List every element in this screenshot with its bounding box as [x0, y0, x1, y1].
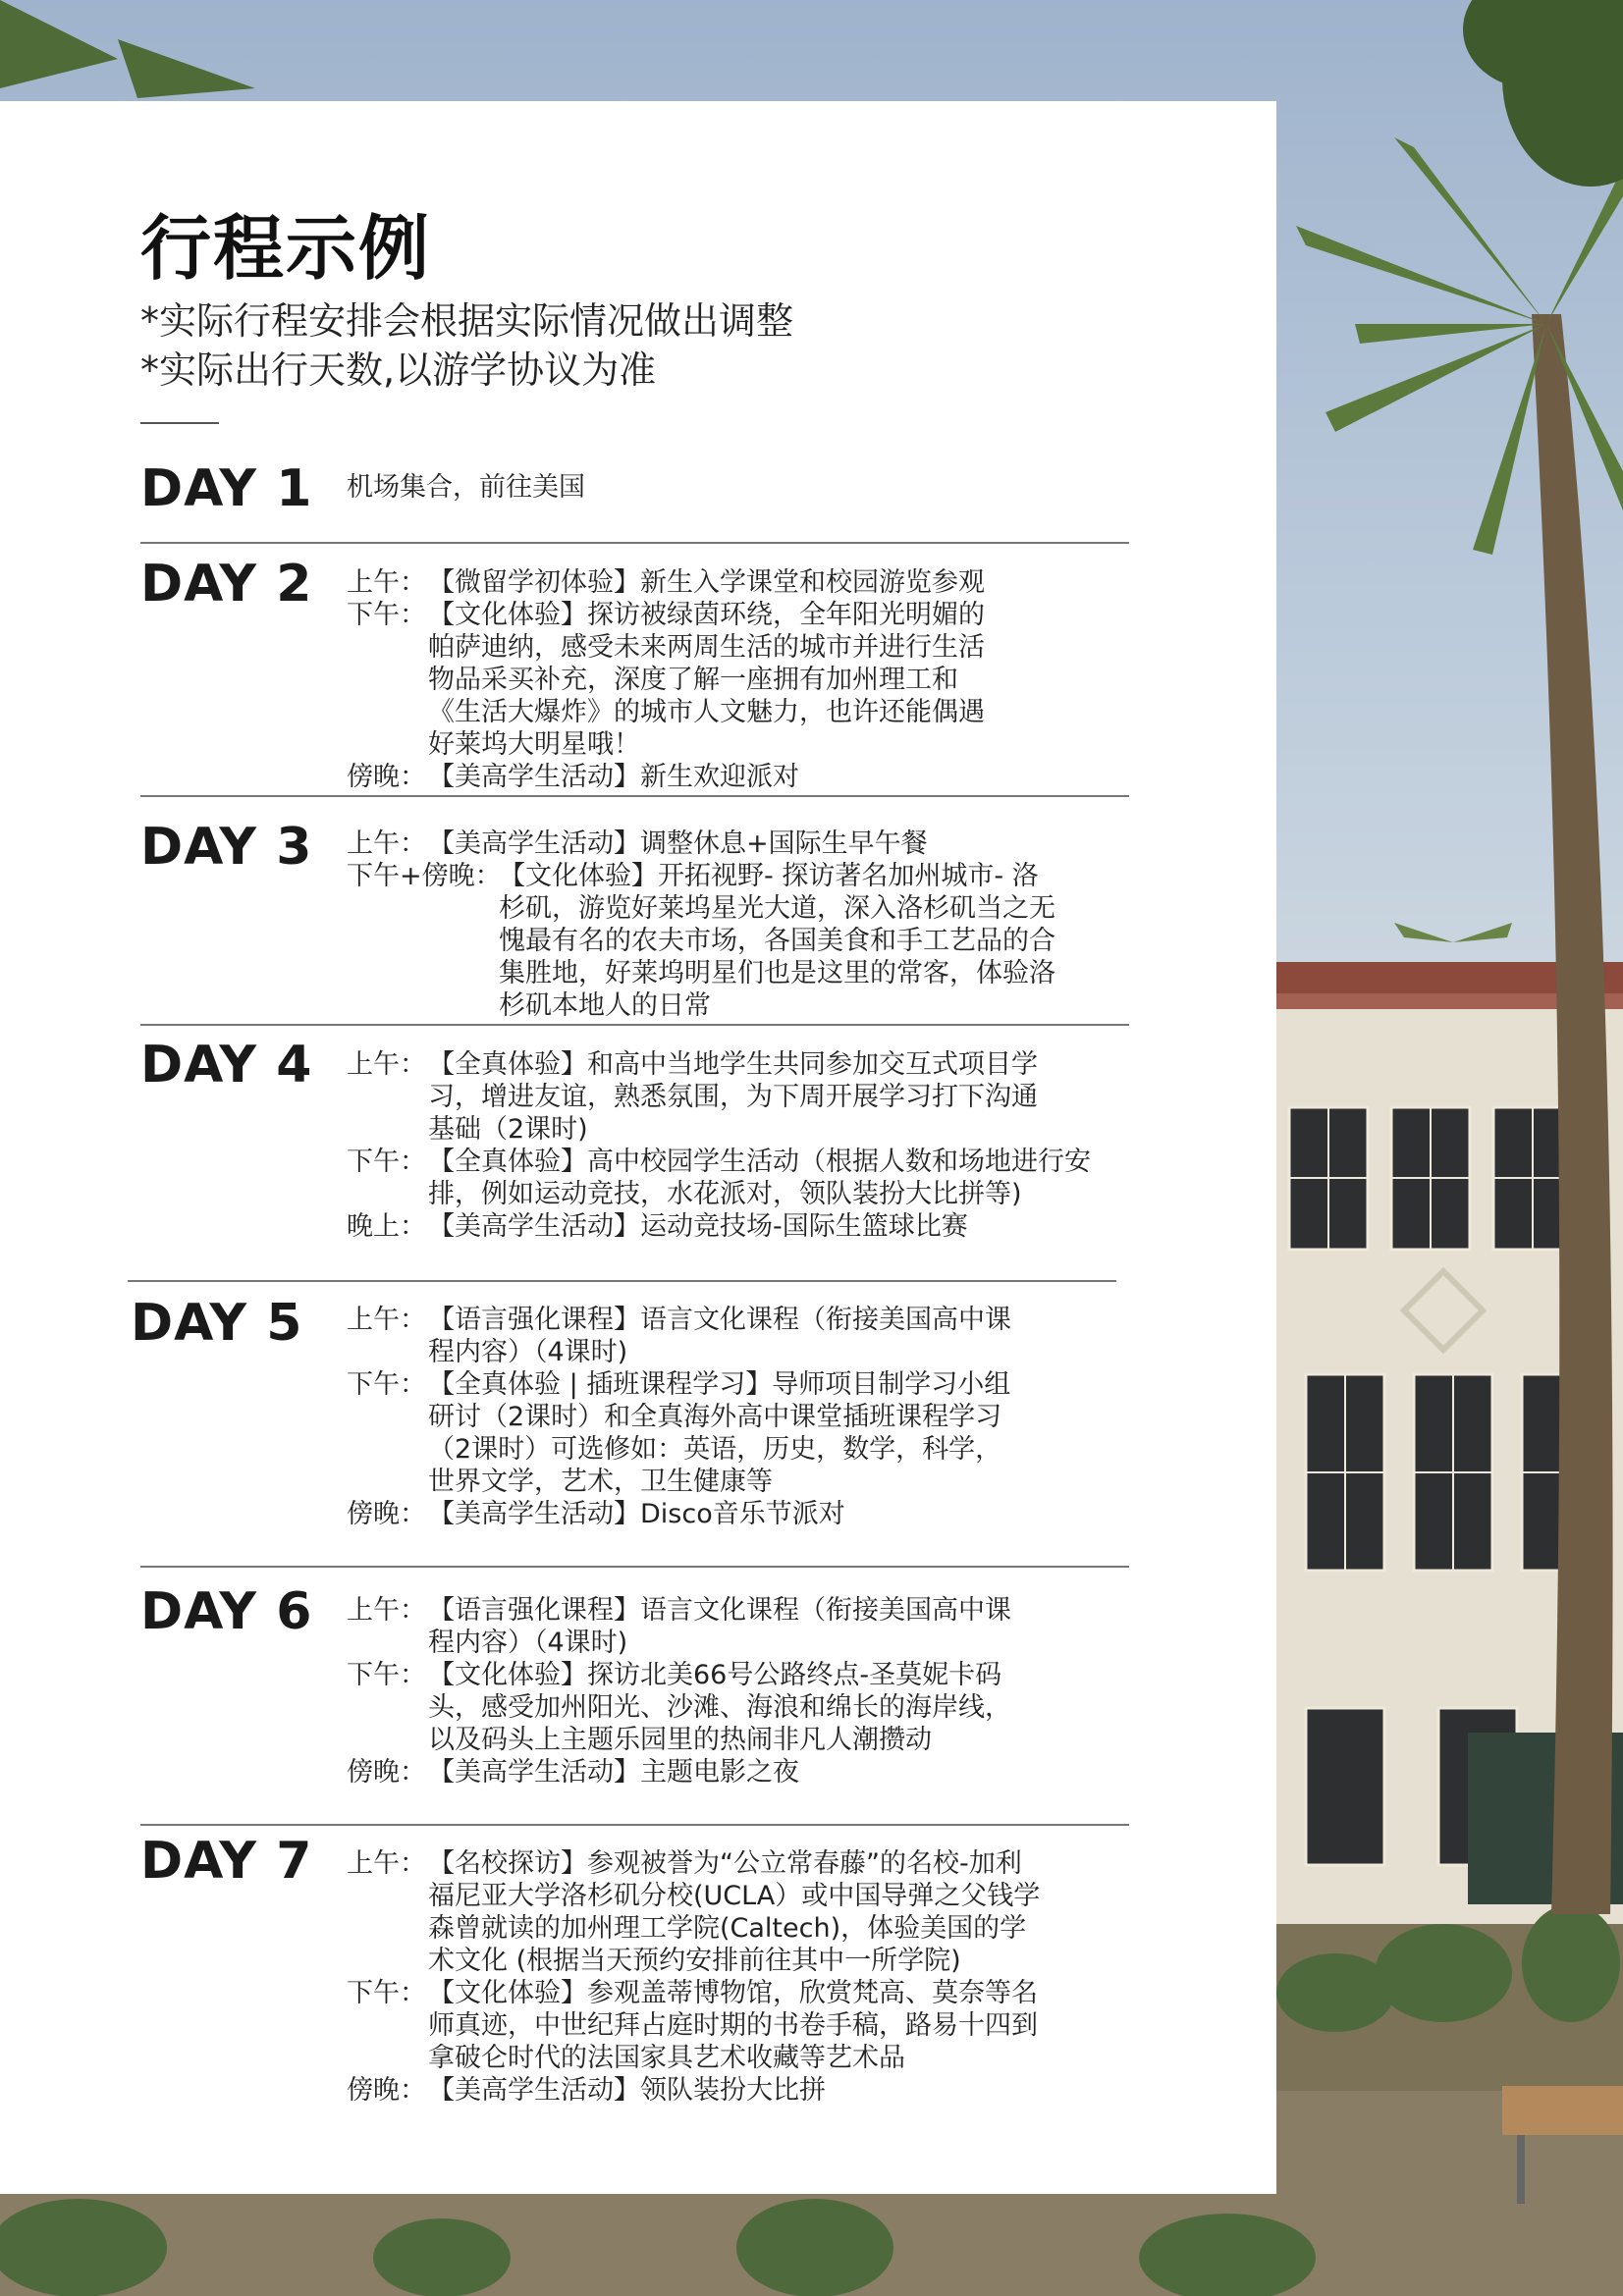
time-label: 上午：: [347, 1305, 426, 1335]
day-label: DAY 7: [140, 1832, 313, 1891]
schedule-text: 【语言强化课程】语言文化课程（衔接美国高中课程内容）（4课时): [428, 1595, 1011, 1658]
day-divider: [140, 1566, 1129, 1568]
note-adjustment: *实际行程安排会根据实际情况做出调整: [140, 299, 794, 343]
day-divider: [140, 795, 1129, 797]
schedule-row: [347, 1594, 1021, 1659]
schedule-text: 【美高学生活动】调整休息+国际生早午餐: [428, 828, 928, 859]
schedule-row: [347, 1048, 1129, 1146]
schedule-text: 【文化体验】探访被绿茵环绕，全年阳光明媚的帕萨迪纳，感受未来两周生活的城市并进行生活物品采买补充，深度了解一座拥有加州理工和《生活大爆炸》的城市人文魅力，也许还能偶遇好莱坞大明星哦！: [428, 600, 985, 760]
time-label: 下午：: [347, 600, 426, 630]
schedule-row: [347, 1210, 1129, 1243]
time-label: 下午+傍晚：: [347, 861, 502, 891]
time-label: 下午：: [347, 1660, 426, 1690]
day-label: DAY 1: [140, 459, 313, 518]
day-label: DAY 6: [140, 1582, 313, 1641]
day-3-section: [140, 818, 1129, 1021]
day-5-section: [131, 1294, 1129, 1539]
schedule-row: [347, 471, 1129, 504]
schedule-row: [347, 1659, 1021, 1756]
schedule-row: [347, 828, 1129, 860]
day-schedule: [347, 1594, 1021, 1789]
schedule-text: 【美高学生活动】领队装扮大比拼: [428, 2075, 826, 2106]
day-1-section: [140, 459, 1129, 518]
day-divider: [140, 1824, 1129, 1826]
schedule-text: 【微留学初体验】新生入学课堂和校园游览参观: [428, 567, 985, 598]
day-4-section: [140, 1036, 1129, 1252]
schedule-text: 【美高学生活动】主题电影之夜: [428, 1757, 799, 1788]
time-label: 下午：: [347, 1369, 426, 1400]
time-label: 上午：: [347, 567, 426, 598]
schedule-row: [347, 1498, 1021, 1530]
time-label: 下午：: [347, 1978, 426, 2008]
schedule-text: 【全真体验 | 插班课程学习】导师项目制学习小组研讨（2课时）和全真海外高中课堂插班课程学习（2课时）可选修如：英语，历史，数学，科学，世界文学，艺术，卫生健康等: [428, 1369, 1011, 1497]
day-label: DAY 5: [131, 1294, 303, 1353]
day-label: DAY 4: [140, 1036, 313, 1095]
note-days: *实际出行天数,以游学协议为准: [140, 348, 657, 392]
day-schedule: [347, 828, 1129, 1022]
schedule-row: [347, 566, 1001, 599]
schedule-text: 【全真体验】和高中当地学生共同参加交互式项目学习，增进友谊，熟悉氛围，为下周开展学习打下沟通基础（2课时): [428, 1049, 1038, 1145]
schedule-text: 【文化体验】参观盖蒂博物馆，欣赏梵高、莫奈等名师真迹，中世纪拜占庭时期的书卷手稿，路易十四到拿破仑时代的法国家具艺术收藏等艺术品: [428, 1978, 1038, 2073]
schedule-row: [347, 1368, 1021, 1498]
schedule-text: 【全真体验】高中校园学生活动（根据人数和场地进行安排，例如运动竞技，水花派对，领队装扮大比拼等): [428, 1147, 1091, 1209]
schedule-row: [347, 1977, 1041, 2074]
day-schedule: [347, 1847, 1041, 2107]
schedule-row: [347, 599, 1001, 761]
day-label: DAY 3: [140, 818, 313, 877]
schedule-row: [347, 761, 1001, 793]
time-label: 上午：: [347, 828, 426, 859]
time-label: 上午：: [347, 1595, 426, 1626]
schedule-row: [347, 1847, 1041, 1977]
day-2-section: [140, 555, 1129, 792]
time-label: 上午：: [347, 1848, 426, 1879]
title-divider: [140, 422, 219, 424]
schedule-row: [347, 1146, 1129, 1210]
day-schedule: [347, 1304, 1021, 1530]
day-divider: [128, 1280, 1116, 1282]
time-label: 傍晚：: [347, 762, 426, 792]
day-6-section: [140, 1582, 1129, 1798]
day-schedule: [347, 1048, 1129, 1243]
schedule-text: 【美高学生活动】运动竞技场-国际生篮球比赛: [428, 1211, 968, 1242]
day-divider: [140, 542, 1129, 544]
schedule-text: 【文化体验】开拓视野- 探访著名加州城市- 洛杉矶，游览好莱坞星光大道，深入洛杉矶当之无愧最有名的农夫市场，各国美食和手工艺品的合集胜地，好莱坞明星们也是这里的常客，体验洛杉矶本地人的日常: [499, 861, 1055, 1021]
day-schedule: [347, 566, 1001, 793]
schedule-text: 【美高学生活动】新生欢迎派对: [428, 762, 799, 792]
time-label: 下午：: [347, 1147, 426, 1177]
day-7-section: [140, 1832, 1129, 2126]
schedule-row: [347, 860, 1129, 1022]
time-label: 晚上：: [347, 1211, 426, 1242]
schedule-text: 【语言强化课程】语言文化课程（衔接美国高中课程内容）（4课时): [428, 1305, 1011, 1367]
time-label: 傍晚：: [347, 1757, 426, 1788]
schedule-row: [347, 1756, 1021, 1789]
schedule-row: [347, 2074, 1041, 2107]
time-label: 傍晚：: [347, 1499, 426, 1529]
schedule-text: 【文化体验】探访北美66号公路终点-圣莫妮卡码头，感受加州阳光、沙滩、海浪和绵长的海岸线，以及码头上主题乐园里的热闹非凡人潮攒动: [428, 1660, 1011, 1755]
day-divider: [140, 1024, 1129, 1026]
schedule-row: [347, 1304, 1021, 1368]
day-label: DAY 2: [140, 555, 313, 614]
page-title: 行程示例: [140, 207, 432, 290]
day-schedule: [347, 471, 1129, 504]
time-label: 上午：: [347, 1049, 426, 1080]
time-label: 傍晚：: [347, 2075, 426, 2106]
schedule-text: 【美高学生活动】Disco音乐节派对: [428, 1499, 845, 1529]
schedule-text: 【名校探访】参观被誉为“公立常春藤”的名校-加利福尼亚大学洛杉矶分校(UCLA）或中国导弹之父钱学森曾就读的加州理工学院(Caltech)，体验美国的学术文化 (根据当天预约安排前往其中一所学院): [428, 1848, 1041, 1976]
schedule-text: 机场集合，前往美国: [347, 472, 585, 503]
